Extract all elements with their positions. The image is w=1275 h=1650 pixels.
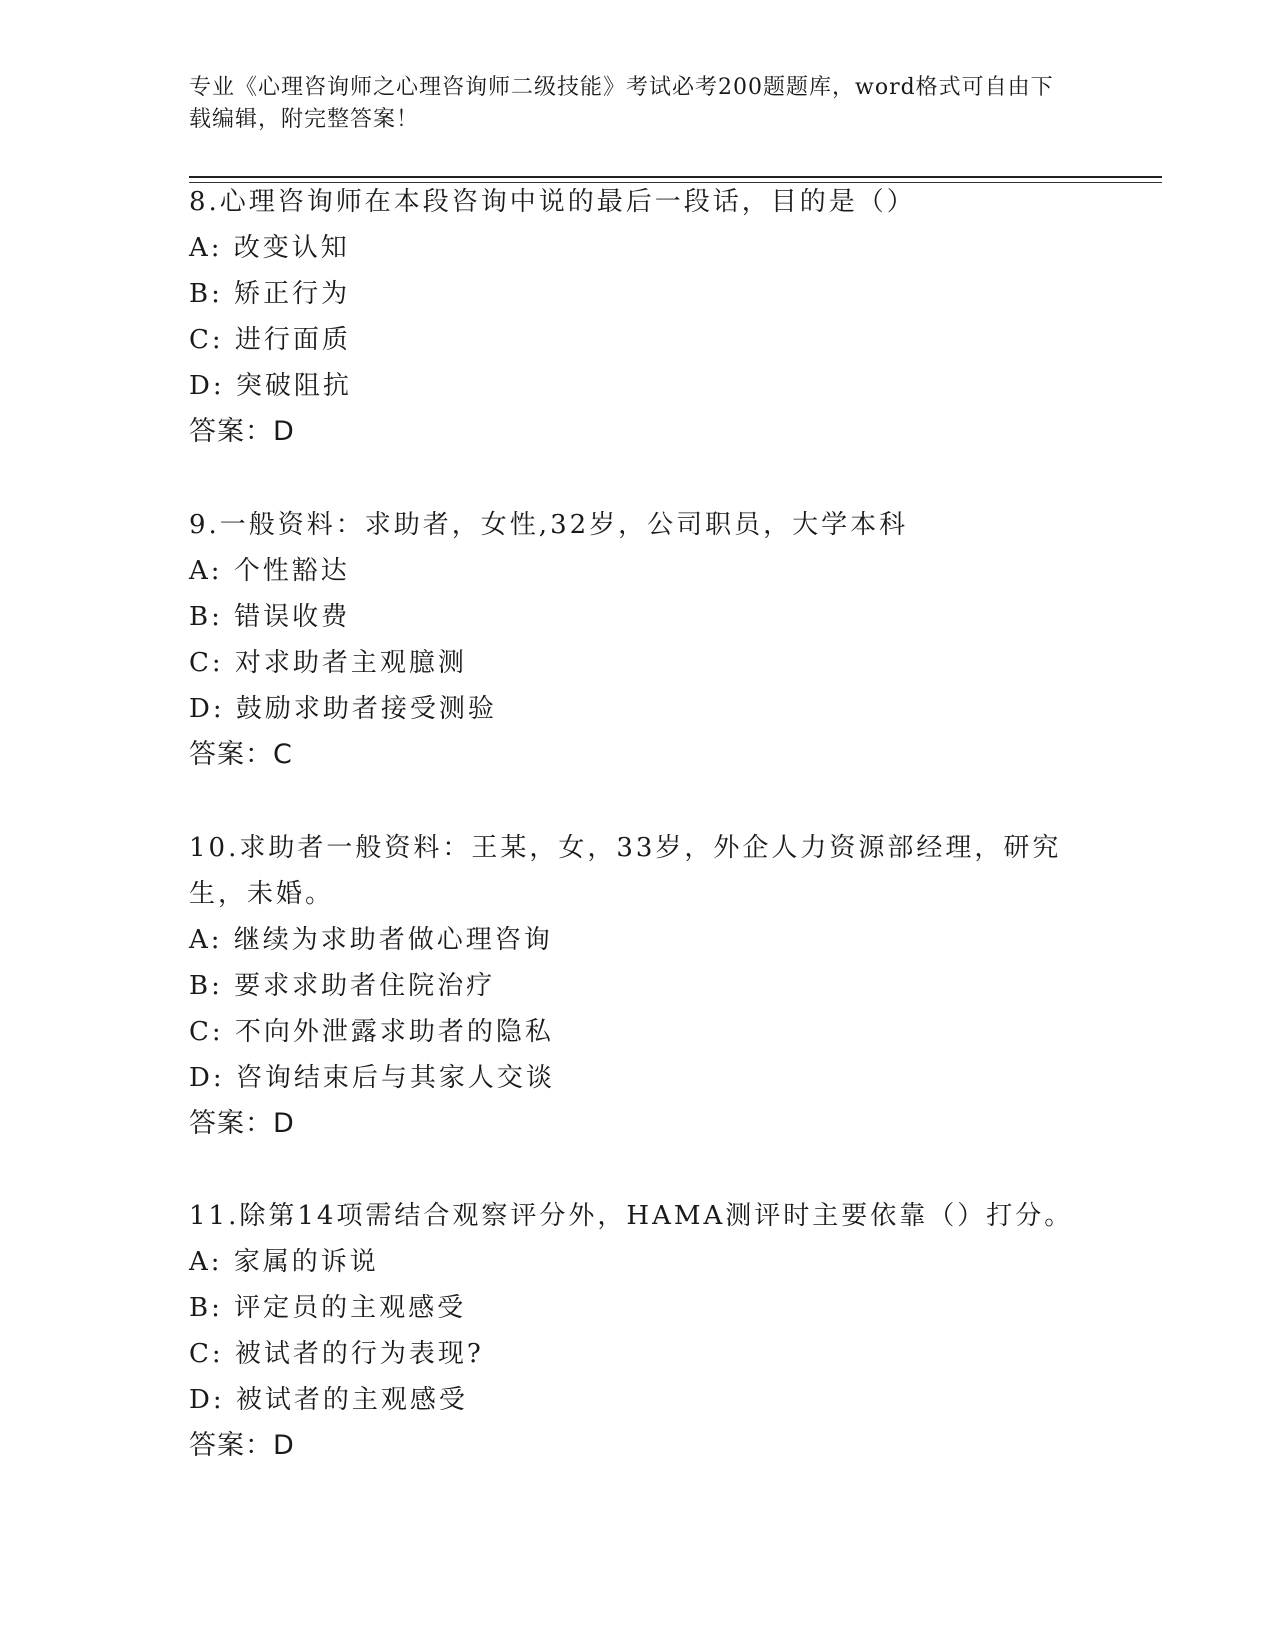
document-intro: 专业《心理咨询师之心理咨询师二级技能》考试必考200题题库，word格式可自由下载编辑，附完整答案！ — [189, 75, 1054, 132]
option-a: A: 改变认知 — [189, 233, 350, 263]
question-block — [189, 502, 1089, 778]
question-stem: 9.一般资料：求助者，女性,32岁，公司职员，大学本科 — [189, 510, 909, 540]
question-block — [189, 825, 1089, 1147]
option-c: C: 进行面质 — [189, 325, 351, 355]
header-divider-thick — [189, 176, 1162, 178]
question-stem: 10.求助者一般资料：王某，女，33岁，外企人力资源部经理，研究生，未婚。 — [189, 833, 1062, 909]
question-stem: 11.除第14项需结合观察评分外，HAMA测评时主要依靠（）打分。 — [189, 1201, 1074, 1231]
option-a: A: 个性豁达 — [189, 556, 350, 586]
question-block — [189, 1193, 1089, 1469]
option-c: C: 不向外泄露求助者的隐私 — [189, 1017, 554, 1047]
option-d: D: 咨询结束后与其家人交谈 — [189, 1063, 555, 1093]
answer-label: 答案：D — [189, 1430, 295, 1461]
answer-label: 答案：D — [189, 416, 295, 447]
option-d: D: 突破阻抗 — [189, 371, 352, 401]
answer-label: 答案：C — [189, 739, 293, 770]
question-block — [189, 179, 1089, 455]
option-c: C: 对求助者主观臆测 — [189, 648, 467, 678]
option-b: B: 错误收费 — [189, 602, 351, 632]
option-d: D: 鼓励求助者接受测验 — [189, 694, 497, 724]
option-c: C: 被试者的行为表现? — [189, 1339, 484, 1369]
option-b: B: 矫正行为 — [189, 279, 351, 309]
option-a: A: 家属的诉说 — [189, 1247, 379, 1277]
option-b: B: 评定员的主观感受 — [189, 1293, 467, 1323]
option-a: A: 继续为求助者做心理咨询 — [189, 925, 553, 955]
answer-label: 答案：D — [189, 1108, 295, 1139]
option-d: D: 被试者的主观感受 — [189, 1385, 468, 1415]
option-b: B: 要求求助者住院治疗 — [189, 971, 496, 1001]
question-stem: 8.心理咨询师在本段咨询中说的最后一段话，目的是（） — [189, 187, 916, 217]
